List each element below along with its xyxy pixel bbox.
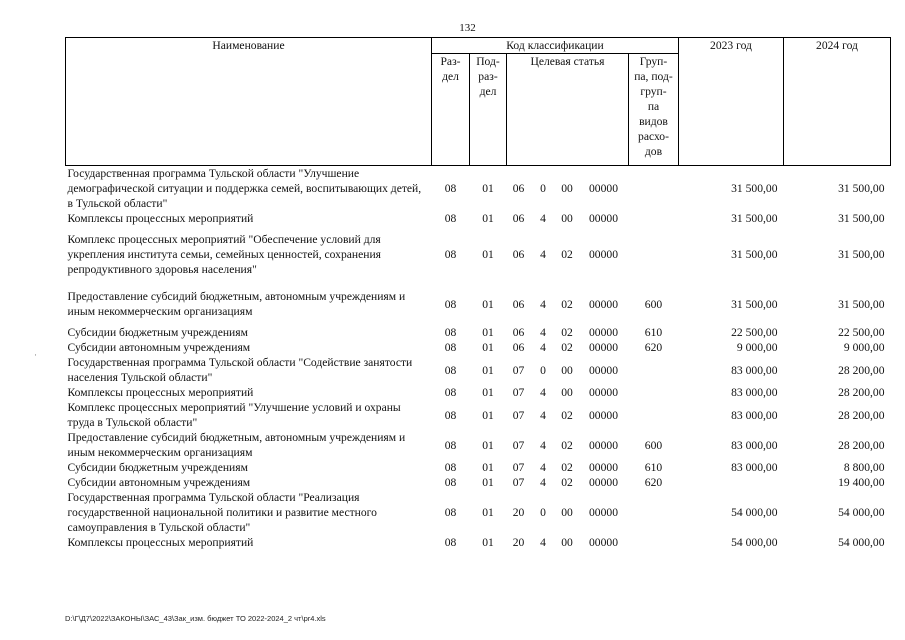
table-header <box>66 38 891 166</box>
header-code-group: Код классификации <box>432 38 679 54</box>
row-target-direction: 00000 <box>589 506 618 519</box>
row-target-type: 0 <box>540 506 546 519</box>
row-target-sub: 00 <box>561 212 573 225</box>
row-amount-2023: 22 500,00 <box>731 326 778 339</box>
row-target-sub: 02 <box>561 461 573 474</box>
row-razdel: 08 <box>444 438 457 452</box>
row-expense-type: 610 <box>644 461 663 474</box>
row-razdel: 08 <box>444 297 457 311</box>
row-target-program: 20 <box>512 506 525 519</box>
row-podrazdel: 01 <box>482 212 494 225</box>
row-name: Предоставление субсидий бюджетным, автономным учреждениям и иным некоммерческим организациям <box>67 290 406 318</box>
row-target-direction: 00000 <box>589 476 618 489</box>
row-amount-2024: 31 500,00 <box>838 212 885 225</box>
row-podrazdel: 01 <box>482 182 494 195</box>
row-expense-type: 620 <box>644 341 663 354</box>
row-expense-type <box>629 490 679 535</box>
table-row <box>66 385 891 400</box>
row-name: Комплекс процессных мероприятий "Обеспечение условий для укрепления института семьи, семейных ценностей, сохранения репродуктивного здоровья населения" <box>67 233 381 276</box>
row-expense-type <box>629 535 679 550</box>
row-amount-2023: 31 500,00 <box>731 182 778 195</box>
row-amount-2023: 83 000,00 <box>731 461 778 474</box>
row-name: Субсидии бюджетным учреждениям <box>67 326 248 339</box>
row-podrazdel: 01 <box>482 363 494 377</box>
row-amount-2024: 22 500,00 <box>838 326 885 339</box>
row-target-type: 4 <box>540 386 546 399</box>
row-amount-2023: 83 000,00 <box>731 386 778 399</box>
row-target-type: 4 <box>540 297 546 311</box>
row-name: Государственная программа Тульской области "Содействие занятости населения Тульской области" <box>67 356 413 384</box>
table-row <box>66 166 891 212</box>
row-amount-2024: 19 400,00 <box>838 476 885 489</box>
row-expense-type: 600 <box>644 297 663 311</box>
row-target-program: 06 <box>512 212 525 225</box>
row-target-type: 4 <box>540 536 546 549</box>
header-podrazdel-line: дел <box>479 85 497 98</box>
row-podrazdel: 01 <box>482 506 494 519</box>
header-year-2023: 2023 год <box>679 38 784 166</box>
row-name: Комплекс процессных мероприятий "Улучшение условий и охраны труда в Тульской области" <box>67 401 401 429</box>
row-name: Субсидии бюджетным учреждениям <box>67 461 248 474</box>
row-name: Государственная программа Тульской области "Реализация государственной национальной политики и развитие местного самоуправления в Тульской области" <box>67 491 377 534</box>
table-row <box>66 430 891 460</box>
header-vid-line: па, под- <box>634 70 673 83</box>
header-year-2024: 2024 год <box>784 38 891 166</box>
row-target-direction: 00000 <box>589 212 618 225</box>
table-row <box>66 490 891 535</box>
row-target-direction: 00000 <box>589 248 618 261</box>
row-razdel: 08 <box>444 536 457 549</box>
header-razdel-line: Раз- <box>440 55 461 68</box>
row-amount-2024: 28 200,00 <box>838 386 885 399</box>
budget-table <box>65 37 891 550</box>
row-target-direction: 00000 <box>589 326 618 339</box>
row-target-program: 07 <box>512 408 525 422</box>
row-target-sub: 02 <box>561 408 573 422</box>
row-target-sub: 02 <box>561 341 573 354</box>
row-razdel: 08 <box>444 363 457 377</box>
row-expense-type <box>629 385 679 400</box>
row-target-direction: 00000 <box>589 386 618 399</box>
row-podrazdel: 01 <box>482 341 494 354</box>
row-razdel: 08 <box>444 326 457 339</box>
row-target-direction: 00000 <box>589 408 618 422</box>
row-target-sub: 02 <box>561 438 573 452</box>
row-amount-2023: 31 500,00 <box>731 212 778 225</box>
row-amount-2024: 31 500,00 <box>838 297 885 311</box>
header-podrazdel-line: Под- <box>476 55 500 68</box>
footer-file-path: D:\Г\Д7\2022\ЗАКОНЫ\ЗАС_43\Зак_изм. бюджет ТО 2022-2024_2 чт\pr4.xls <box>65 614 326 623</box>
row-razdel: 08 <box>444 248 457 261</box>
row-target-program: 06 <box>512 326 525 339</box>
table-row <box>66 283 891 325</box>
row-razdel: 08 <box>444 182 457 195</box>
row-razdel: 08 <box>444 461 457 474</box>
header-vid-line: Груп- <box>639 55 668 68</box>
row-target-type: 4 <box>540 212 546 225</box>
row-razdel: 08 <box>444 386 457 399</box>
row-target-type: 4 <box>540 341 546 354</box>
header-podrazdel-line: раз- <box>478 70 498 83</box>
row-amount-2024: 54 000,00 <box>838 536 885 549</box>
table-row <box>66 400 891 430</box>
row-target-type: 4 <box>540 438 546 452</box>
header-expense-type <box>629 54 679 166</box>
row-amount-2024: 28 200,00 <box>838 408 885 422</box>
table-row <box>66 475 891 490</box>
row-amount-2023: 31 500,00 <box>731 248 778 261</box>
row-name: Государственная программа Тульской области "Улучшение демографической ситуации и поддержка семей, воспитывающих детей, в Тульской области" <box>67 167 422 210</box>
row-razdel: 08 <box>444 506 457 519</box>
row-podrazdel: 01 <box>482 386 494 399</box>
row-podrazdel: 01 <box>482 408 494 422</box>
row-target-program: 07 <box>512 363 525 377</box>
row-amount-2023: 31 500,00 <box>731 297 778 311</box>
row-target-type: 0 <box>540 182 546 195</box>
row-name: Субсидии автономным учреждениям <box>67 341 251 354</box>
row-amount-2023: 83 000,00 <box>731 438 778 452</box>
header-vid-line: па <box>647 100 660 113</box>
table-row <box>66 460 891 475</box>
row-target-direction: 00000 <box>589 363 618 377</box>
row-target-program: 06 <box>512 248 525 261</box>
header-podrazdel <box>470 54 507 166</box>
row-target-program: 07 <box>512 386 525 399</box>
row-podrazdel: 01 <box>482 536 494 549</box>
row-target-sub: 02 <box>561 248 573 261</box>
row-target-sub: 02 <box>561 297 573 311</box>
row-podrazdel: 01 <box>482 438 494 452</box>
row-amount-2023: 83 000,00 <box>731 408 778 422</box>
row-target-sub: 02 <box>561 326 573 339</box>
row-target-sub: 00 <box>561 506 573 519</box>
row-podrazdel: 01 <box>482 297 494 311</box>
row-expense-type <box>629 226 679 283</box>
row-razdel: 08 <box>444 341 457 354</box>
header-name: Наименование <box>66 38 432 166</box>
row-podrazdel: 01 <box>482 461 494 474</box>
header-razdel <box>432 54 470 166</box>
row-target-type: 4 <box>540 476 546 489</box>
row-expense-type <box>629 355 679 385</box>
row-target-program: 06 <box>512 182 525 195</box>
row-amount-2024: 31 500,00 <box>838 248 885 261</box>
row-target-sub: 00 <box>561 182 573 195</box>
row-amount-2023: 54 000,00 <box>731 506 778 519</box>
row-target-direction: 00000 <box>589 297 618 311</box>
row-target-program: 06 <box>512 297 525 311</box>
header-vid-line: расхо- <box>638 130 669 143</box>
row-amount-2024: 28 200,00 <box>838 363 885 377</box>
row-target-direction: 00000 <box>589 438 618 452</box>
table-row <box>66 226 891 283</box>
row-target-type: 4 <box>540 461 546 474</box>
table-row <box>66 211 891 226</box>
header-vid-line: груп- <box>640 85 667 98</box>
table-row <box>66 340 891 355</box>
row-target-direction: 00000 <box>589 182 618 195</box>
row-target-type: 4 <box>540 408 546 422</box>
row-podrazdel: 01 <box>482 326 494 339</box>
table-row <box>66 535 891 550</box>
row-target-type: 4 <box>540 326 546 339</box>
row-amount-2023: 54 000,00 <box>731 536 778 549</box>
row-razdel: 08 <box>444 408 457 422</box>
row-amount-2024: 8 800,00 <box>843 461 885 474</box>
row-target-sub: 02 <box>561 476 573 489</box>
row-target-program: 06 <box>512 341 525 354</box>
table-row <box>66 325 891 340</box>
row-razdel: 08 <box>444 212 457 225</box>
row-amount-2024: 28 200,00 <box>838 438 885 452</box>
row-name: Субсидии автономным учреждениям <box>67 476 251 489</box>
row-name: Комплексы процессных мероприятий <box>67 386 254 399</box>
row-target-direction: 00000 <box>589 461 618 474</box>
row-razdel: 08 <box>444 476 457 489</box>
row-target-direction: 00000 <box>589 341 618 354</box>
row-target-type: 0 <box>540 363 546 377</box>
row-podrazdel: 01 <box>482 248 494 261</box>
header-vid-line: дов <box>644 145 663 158</box>
table-row <box>66 355 891 385</box>
row-name: Предоставление субсидий бюджетным, автономным учреждениям и иным некоммерческим организациям <box>67 431 406 459</box>
row-expense-type <box>629 400 679 430</box>
row-target-sub: 00 <box>561 536 573 549</box>
header-razdel-line: дел <box>442 70 459 83</box>
table-body <box>66 166 891 551</box>
row-amount-2023: 83 000,00 <box>731 363 778 377</box>
row-amount-2024: 9 000,00 <box>843 341 885 354</box>
row-podrazdel: 01 <box>482 476 494 489</box>
page-number: 132 <box>459 22 476 34</box>
row-expense-type: 610 <box>644 326 663 339</box>
row-amount-2023: 9 000,00 <box>736 341 778 354</box>
row-expense-type <box>629 166 679 212</box>
row-target-program: 07 <box>512 476 525 489</box>
row-name: Комплексы процессных мероприятий <box>67 212 254 225</box>
margin-dot: · <box>34 350 37 360</box>
row-target-sub: 00 <box>561 363 573 377</box>
row-target-program: 07 <box>512 461 525 474</box>
row-target-program: 07 <box>512 438 525 452</box>
row-name: Комплексы процессных мероприятий <box>67 536 254 549</box>
header-target-article: Целевая статья <box>507 54 629 166</box>
row-target-program: 20 <box>512 536 525 549</box>
row-amount-2023 <box>679 475 784 490</box>
row-target-type: 4 <box>540 248 546 261</box>
row-expense-type: 620 <box>644 476 663 489</box>
row-expense-type: 600 <box>644 438 663 452</box>
row-target-sub: 00 <box>561 386 573 399</box>
row-expense-type <box>629 211 679 226</box>
header-vid-line: видов <box>639 115 668 128</box>
row-target-direction: 00000 <box>589 536 618 549</box>
row-amount-2024: 54 000,00 <box>838 506 885 519</box>
row-amount-2024: 31 500,00 <box>838 182 885 195</box>
